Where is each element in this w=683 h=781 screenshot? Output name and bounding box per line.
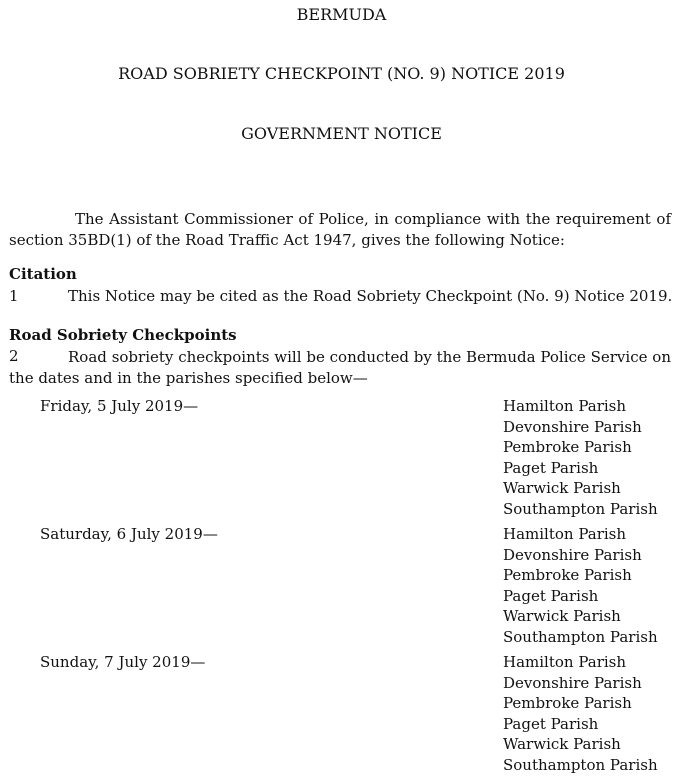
parish-item: Warwick Parish [503,735,621,753]
parish-item: Hamilton Parish [503,653,627,671]
parish-item: Southampton Parish [503,628,658,646]
parish-item: Southampton Parish [503,756,658,774]
intro-paragraph: The Assistant Commissioner of Police, in compliance with the requirement of section 35BD(1) of the Road Traffic Act 1947, gives the following Notice: [9,210,671,249]
parish-item: Hamilton Parish [503,525,627,543]
section-heading-citation: Citation [9,265,77,283]
section-number-1: 1 [9,287,19,305]
jurisdiction-heading: BERMUDA [296,5,387,24]
parish-item: Paget Parish [503,715,599,733]
parish-item: Pembroke Parish [503,438,632,456]
parish-item: Devonshire Parish [503,674,642,692]
schedule-date-saturday: Saturday, 6 July 2019— [40,525,218,543]
notice-type: GOVERNMENT NOTICE [241,124,442,143]
section-text-2: Road sobriety checkpoints will be conducted by the Bermuda Police Service on the dates and in the parishes specified below— [9,348,671,387]
schedule-date-friday: Friday, 5 July 2019— [40,397,199,415]
parish-item: Warwick Parish [503,479,621,497]
parish-item: Paget Parish [503,459,599,477]
section-number-2: 2 [9,347,19,365]
section-heading-checkpoints: Road Sobriety Checkpoints [9,326,237,344]
parish-item: Pembroke Parish [503,694,632,712]
parish-item: Southampton Parish [503,500,658,518]
parish-item: Pembroke Parish [503,566,632,584]
parish-item: Warwick Parish [503,607,621,625]
parish-item: Devonshire Parish [503,418,642,436]
notice-title: ROAD SOBRIETY CHECKPOINT (NO. 9) NOTICE 2019 [118,64,565,83]
schedule-date-sunday: Sunday, 7 July 2019— [40,653,206,671]
parish-item: Devonshire Parish [503,546,642,564]
parish-item: Paget Parish [503,587,599,605]
section-text-1: This Notice may be cited as the Road Sobriety Checkpoint (No. 9) Notice 2019. [68,287,673,305]
parish-item: Hamilton Parish [503,397,627,415]
